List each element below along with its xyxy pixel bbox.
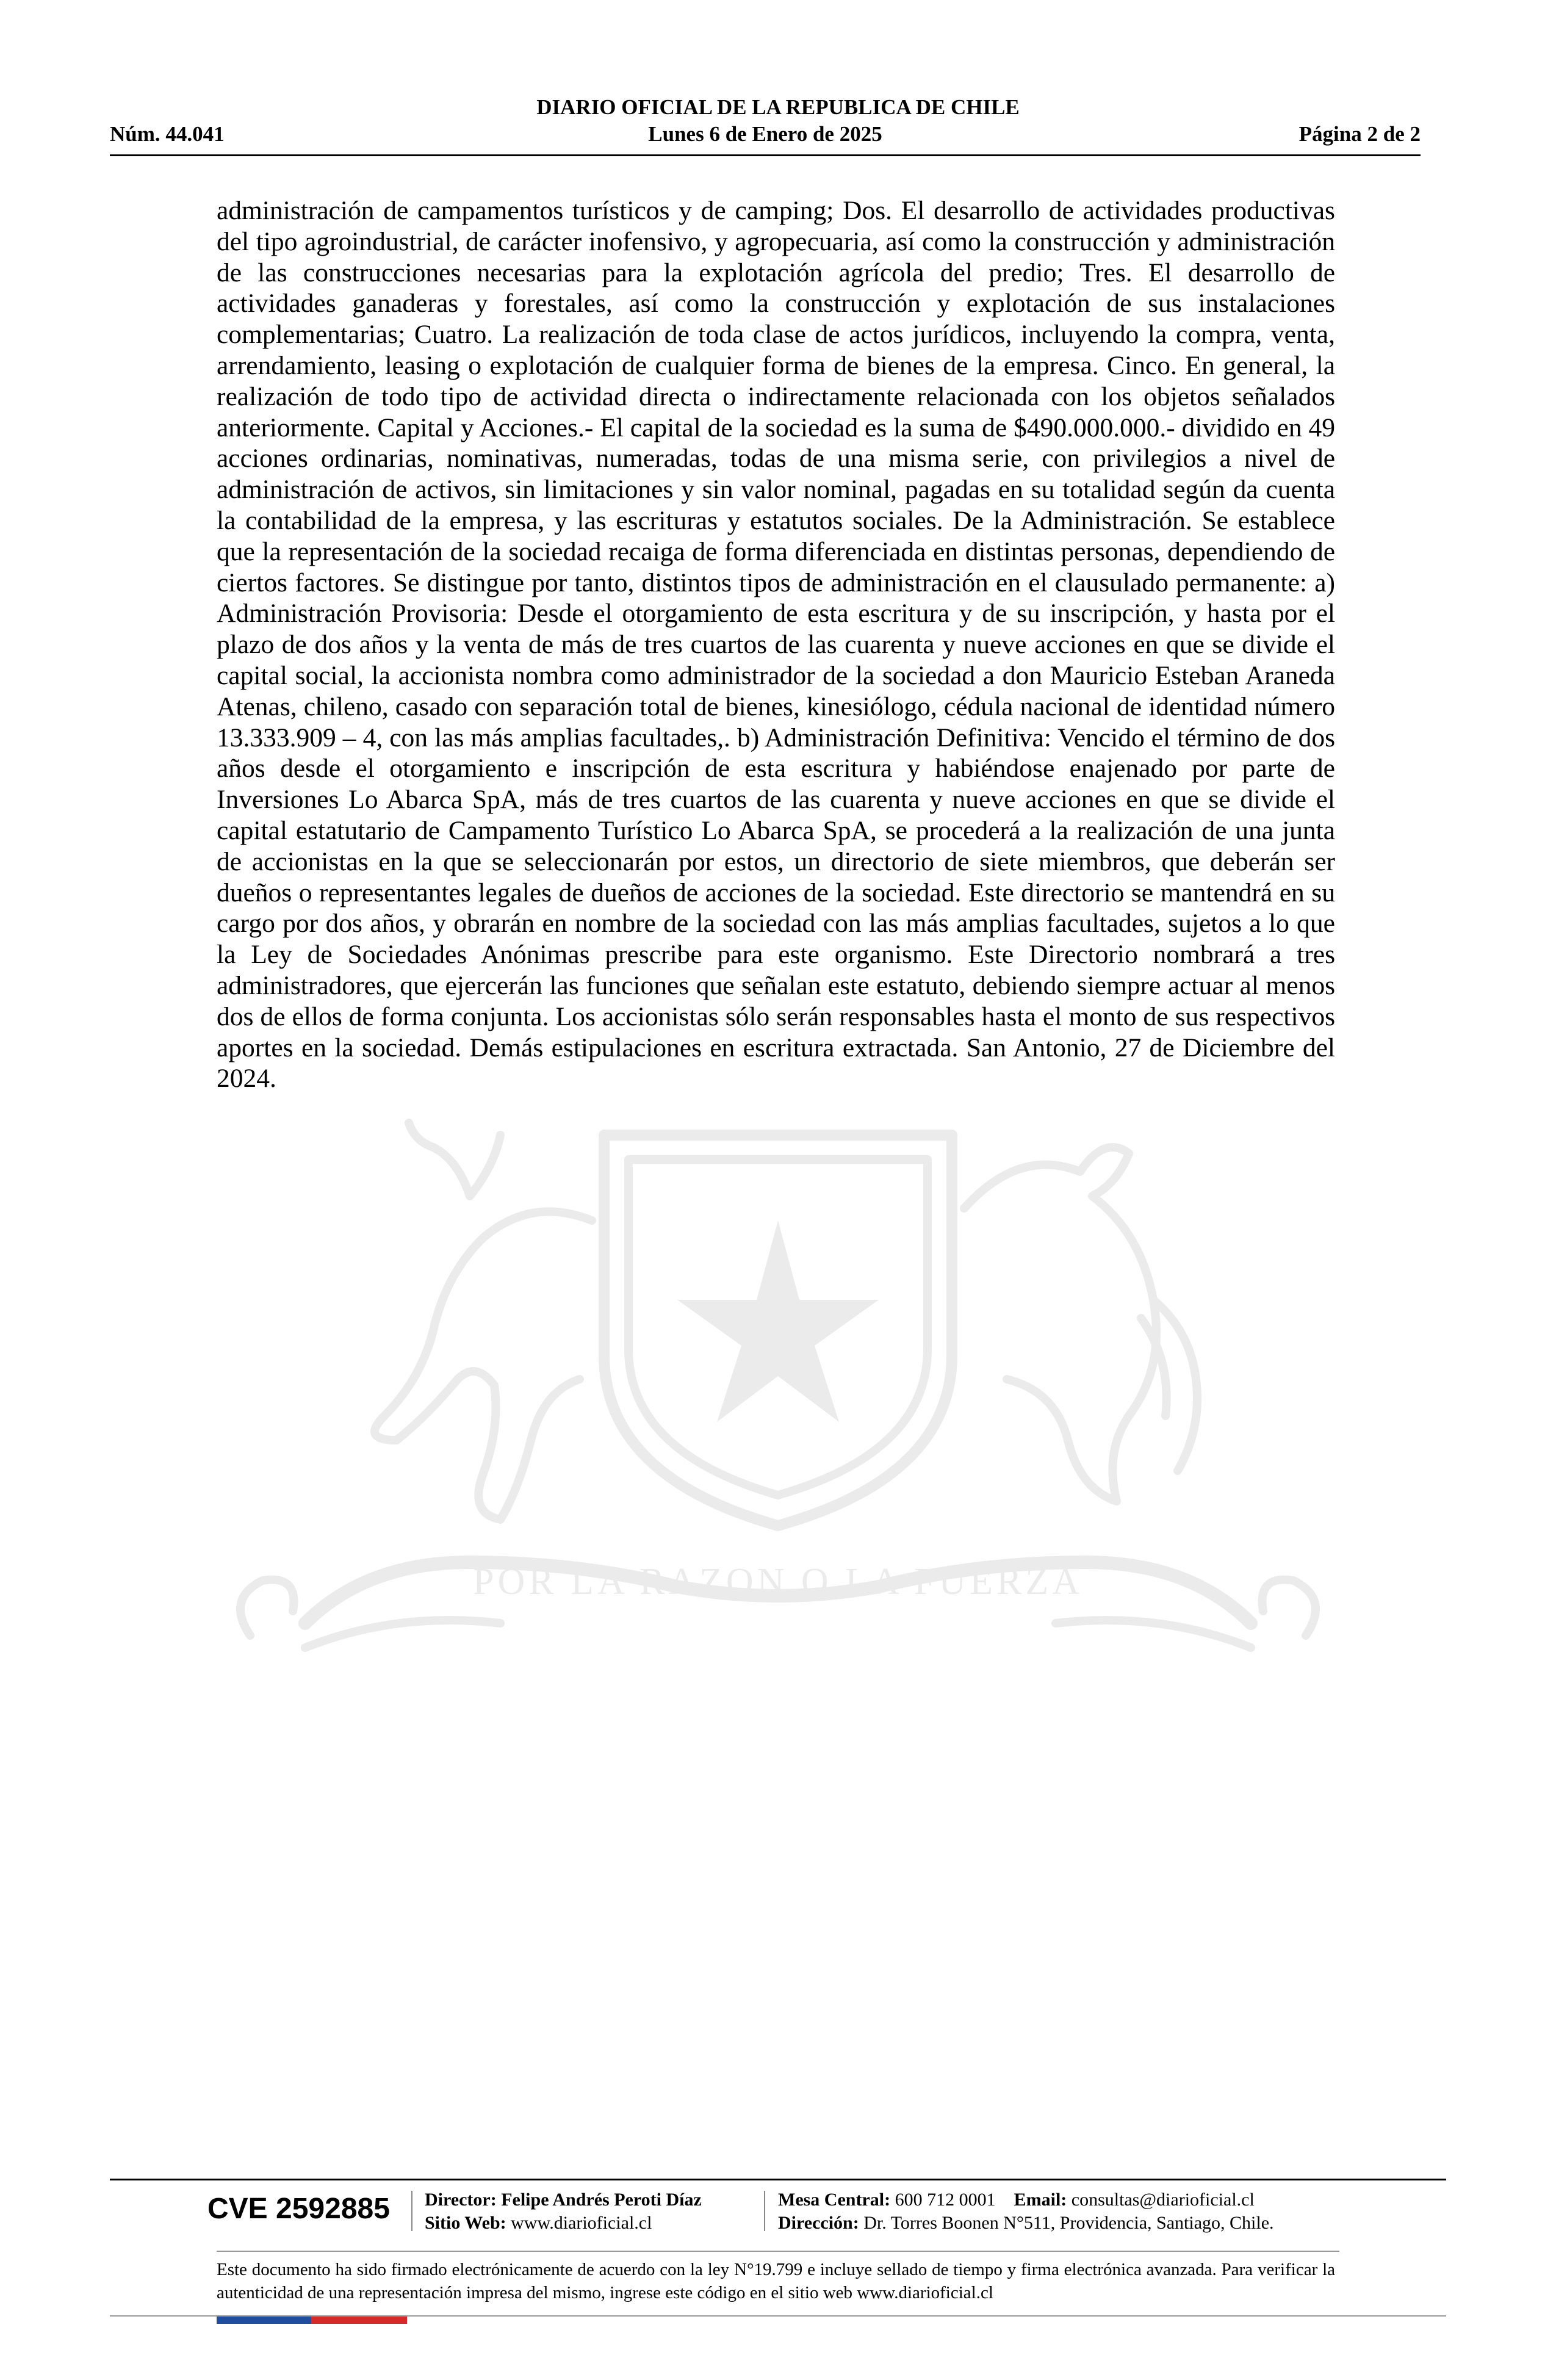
email-label: Email: xyxy=(1014,2190,1067,2210)
signature-notice: Este documento ha sido firmado electrónicamente de acuerdo con la ley N°19.799 e incluye sellado de tiempo y firma electrónica avanzada. Para verificar la autenticidad de una representación impresa del mismo, ingrese este código en el sitio web www.diarioficial.cl xyxy=(217,2260,1335,2302)
issue-number: Núm. 44.041 xyxy=(110,122,225,146)
footer-divider-mid xyxy=(217,2251,1339,2252)
footer-director-block xyxy=(425,2188,702,2235)
footer-divider-top xyxy=(110,2179,1446,2180)
flag-stripe-red xyxy=(311,2317,407,2324)
publication-title: DIARIO OFICIAL DE LA REPUBLICA DE CHILE xyxy=(536,95,1020,119)
footer-contact-block xyxy=(778,2188,1274,2235)
header-bar xyxy=(110,122,1421,150)
email-link[interactable]: consultas@diarioficial.cl xyxy=(1071,2190,1255,2210)
website-link[interactable]: www.diarioficial.cl xyxy=(511,2213,652,2233)
coat-of-arms-watermark-icon xyxy=(214,1098,1342,1684)
flag-stripe-blue xyxy=(217,2317,311,2324)
phone-label: Mesa Central: xyxy=(778,2190,891,2210)
director-label: Director: xyxy=(425,2190,497,2210)
article-paragraph: administración de campamentos turísticos y de camping; Dos. El desarrollo de actividades productivas del tipo agroindustrial, de carácter inofensivo, y agropecuaria, así como la construcción y administración de las construcciones necesarias para la explotación agrícola del predio; Tres. El desarrollo de actividades ganaderas y forestales, así como la construcción y explotación de sus instalaciones complementarias; Cuatro. La realización de toda clase de actos jurídicos, incluyendo la compra, venta, arrendamiento, leasing o explotación de cualquier forma de bienes de la empresa. Cinco. En general, la realización de todo tipo de actividad directa o indirectamente relacionada con los objetos señalados anteriormente. Capital y Acciones.- El capital de la sociedad es la suma de $490.000.000.- dividido en 49 acciones ordinarias, nominativas, numeradas, todas de una misma serie, con privilegios a nivel de administración de activos, sin limitaciones y sin valor nominal, pagadas en su totalidad según da cuenta la contabilidad de la empresa, y las escrituras y estatutos sociales. De la Administración. Se establece que la representación de la sociedad recaiga de forma diferenciada en distintas personas, dependiendo de ciertos factores. Se distingue por tanto, distintos tipos de administración en el clausulado permanente: a) Administración Provisoria: Desde el otorgamiento de esta escritura y de su inscripción, y hasta por el plazo de dos años y la venta de más de tres cuartos de las cuarenta y nueve acciones en que se divide el capital social, la accionista nombra como administrador de la sociedad a don Mauricio Esteban Araneda Atenas, chileno, casado con separación total de bienes, kinesiólogo, cédula nacional de identidad número 13.333.909 – 4, con las más amplias facultades,. b) Administración Definitiva: Vencido el término de dos años desde el otorgamiento e inscripción de esta escritura y habiéndose enajenado por parte de Inversiones Lo Abarca SpA, más de tres cuartos de las cuarenta y nueve acciones en que se divide el capital estatutario de Campamento Turístico Lo Abarca SpA, se procederá a la realización de una junta de accionistas en la que se seleccionarán por estos, un directorio de siete miembros, que deberán ser dueños o representantes legales de dueños de acciones de la sociedad. Este directorio se mantendrá en su cargo por dos años, y obrarán en nombre de la sociedad con las más amplias facultades, sujetos a lo que la Ley de Sociedades Anónimas prescribe para este organismo. Este Directorio nombrará a tres administradores, que ejercerán las funciones que señalan este estatuto, debiendo siempre actuar al menos dos de ellos de forma conjunta. Los accionistas sólo serán responsables hasta el monto de sus respectivos aportes en la sociedad. Demás estipulaciones en escritura extractada. San Antonio, 27 de Diciembre del 2024. xyxy=(217,196,1335,1094)
website-label: Sitio Web: xyxy=(425,2213,506,2233)
star-icon xyxy=(677,1221,879,1422)
footer-separator xyxy=(764,2191,765,2231)
header-divider xyxy=(110,154,1421,156)
address-text: Dr. Torres Boonen N°511, Providencia, Santiago, Chile. xyxy=(863,2213,1274,2233)
article-body xyxy=(217,195,1335,1094)
footer-separator xyxy=(411,2191,412,2231)
issue-date: Lunes 6 de Enero de 2025 xyxy=(648,122,882,146)
phone-number: 600 712 0001 xyxy=(895,2190,996,2210)
address-label: Dirección: xyxy=(778,2213,859,2233)
cve-code: CVE 2592885 xyxy=(207,2193,390,2225)
motto-ribbon: POR LA RAZON O LA FUERZA xyxy=(472,1561,1084,1603)
director-name: Felipe Andrés Peroti Díaz xyxy=(501,2190,702,2210)
page-number: Página 2 de 2 xyxy=(1298,122,1421,146)
